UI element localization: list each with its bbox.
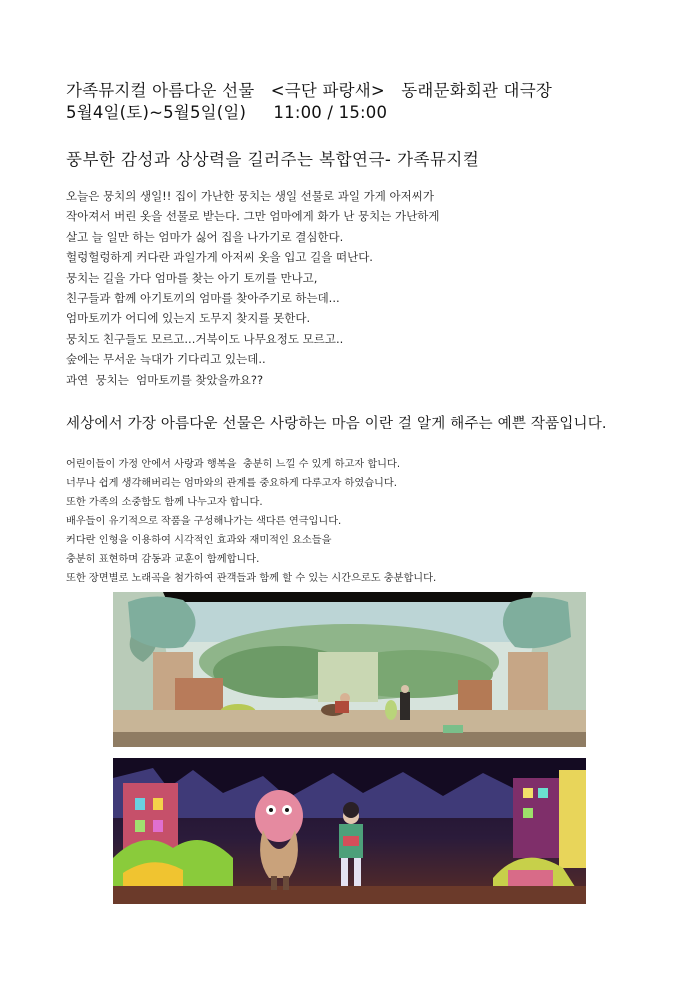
story-line: 살고 늘 일만 하는 엄마가 싫어 집을 나가기로 결심한다. <box>66 229 344 244</box>
description-line: 또한 장면별로 노래곡을 첨가하여 관객들과 함께 할 수 있는 시간으로도 충분합니다. <box>66 573 437 584</box>
production-description <box>66 455 436 588</box>
description-line: 너무나 쉽게 생각해버리는 엄마와의 관계를 중요하게 다루고자 하였습니다. <box>66 478 397 489</box>
event-schedule: 5월4일(토)~5월5일(일) 11:00 / 15:00 <box>66 103 388 122</box>
story-synopsis <box>66 186 439 390</box>
description-line: 커다란 인형을 이용하여 시각적인 효과와 재미적인 요소들을 <box>66 535 332 546</box>
event-header <box>66 80 552 124</box>
story-line: 친구들과 함께 아기토끼의 엄마를 찾아주기로 하는데... <box>66 291 340 306</box>
stage-photo-characters <box>113 758 586 904</box>
story-line: 작아져서 버린 옷을 선물로 받는다. 그만 엄마에게 화가 난 뭉치는 가난하게 <box>66 209 440 224</box>
description-line: 배우들이 유기적으로 작품을 구성해나가는 색다른 연극입니다. <box>66 516 342 527</box>
description-line: 어린이들이 가정 안에서 사랑과 행복을 충분히 느낄 수 있게 하고자 합니다. <box>66 459 401 470</box>
event-title: 가족뮤지컬 아름다운 선물 <극단 파랑새> 동래문화회관 대극장 <box>66 81 552 100</box>
highlight-statement: 세상에서 가장 아름다운 선물은 사랑하는 마음 이란 걸 알게 해주는 예쁜 작품입니다. <box>66 416 607 432</box>
story-line: 뭉치는 길을 가다 엄마를 찾는 아기 토끼를 만나고, <box>66 270 318 285</box>
description-line: 또한 가족의 소중함도 함께 나누고자 합니다. <box>66 497 263 508</box>
story-line: 숲에는 무서운 늑대가 기다리고 있는데.. <box>66 352 266 367</box>
stage-photo-forest <box>113 592 586 747</box>
story-line: 과연 뭉치는 엄마토끼를 찾았을까요?? <box>66 372 264 387</box>
genre-subtitle: 풍부한 감성과 상상력을 길러주는 복합연극- 가족뮤지컬 <box>66 150 480 169</box>
story-line: 뭉치도 친구들도 모르고...거북이도 나무요정도 모르고.. <box>66 331 344 346</box>
story-line: 오늘은 뭉치의 생일!! 집이 가난한 뭉치는 생일 선물로 과일 가게 아저씨가 <box>66 189 434 203</box>
story-line: 헐렁헐렁하게 커다란 과일가게 아저씨 옷을 입고 길을 떠난다. <box>66 250 373 265</box>
description-line: 충분히 표현하며 감동과 교훈이 함께합니다. <box>66 554 260 565</box>
story-line: 엄마토끼가 어디에 있는지 도무지 찾지를 못한다. <box>66 311 311 326</box>
